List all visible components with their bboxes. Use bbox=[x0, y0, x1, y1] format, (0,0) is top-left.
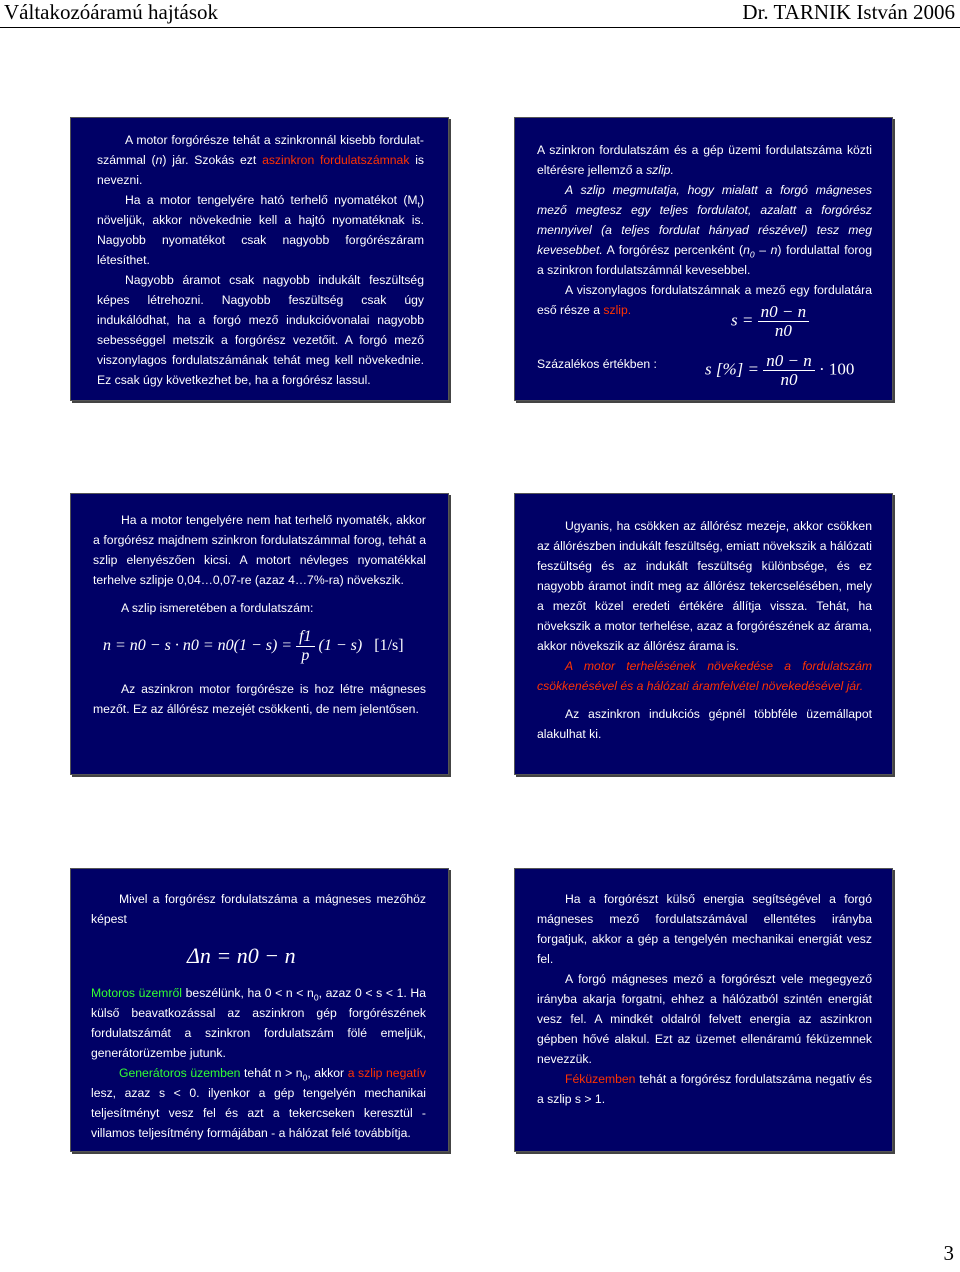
slide-1-paragraph-1: A motor forgórésze tehát a szinkronnál kisebb fordulat-számmal (n) jár. Szokás ezt aszinkron fordulatszámnak is nevezni. bbox=[97, 133, 425, 187]
slip-percent-formula: s [%] = $\frac{n0 - n}{n0}$ · 100 bbox=[705, 351, 855, 389]
slide-2 bbox=[514, 117, 893, 401]
document-title: Váltakozóáramú hajtások bbox=[4, 0, 218, 24]
slide-3 bbox=[70, 493, 449, 775]
slide-4 bbox=[514, 493, 893, 775]
slide-3-paragraph-2: A szlip ismeretében a fordulatszám: bbox=[121, 601, 314, 615]
slip-formula: s = $\frac{n0 - n}{n0}$ bbox=[731, 303, 809, 340]
slide-2-paragraph-1: A szinkron fordulatszám és a gép üzemi fordulatszáma közti eltérésre jellemző a szlip. bbox=[537, 143, 872, 177]
slide-6 bbox=[514, 868, 893, 1152]
slide-6-paragraph-2: A forgó mágneses mező a forgórészt vele megegyező irányba akarja forgatni, ehhez a hálózatból szintén energiát vesz fel. A mindkét oldalról felvett energia az aszinkron gépben hővé alakul. Ezt az üzemet ellenáramú féküzemnek nevezzük. bbox=[537, 972, 872, 1066]
slide-5 bbox=[70, 868, 449, 1152]
header-rule bbox=[0, 27, 960, 28]
author-year: Dr. TARNIK István 2006 bbox=[742, 0, 955, 24]
slide-4-paragraph-1: Ugyanis, ha csökken az állórész mezeje, akkor csökken az állórészben indukált feszültség, emiatt növekszik a hálózati feszültség és az indukált feszültség különbsége, és ez nagyobb áramot indít meg az állórész tekercselésében, mely a mezőt közel eredeti értékére állítja vissza. Tehát, ha növekszik a motor terhelése, azaz a forgórészének az árama, akkor növekszik az állórész árama is. bbox=[537, 519, 872, 653]
slide-2-paragraph-3: A viszonylagos fordulatszámnak a mező egy fordulatára eső része a szlip. bbox=[537, 283, 872, 317]
slide-4-paragraph-2: A motor terhelésének növekedése a fordulatszám csökkenésével és a hálózati áramfelvétel növekedésével jár. bbox=[537, 659, 872, 693]
percent-label: Százalékos értékben : bbox=[537, 357, 657, 371]
slide-1 bbox=[70, 117, 449, 401]
slide-6-paragraph-1: Ha a forgórészt külső energia segítségével a forgó mágneses mező fordulatszámával ellentétes irányba forgatjuk, akkor a gép a tengelyén mechanikai energiát vesz fel. bbox=[537, 892, 872, 966]
slide-4-paragraph-3: Az aszinkron indukciós gépnél többféle üzemállapot alakulhat ki. bbox=[537, 707, 872, 741]
delta-n-formula: Δn = n0 − n bbox=[187, 943, 296, 968]
slide-3-paragraph-1: Ha a motor tengelyére nem hat terhelő nyomaték, akkor a forgórész majdnem szinkron fordulatszámmal forog, tehát a szlip elenyészően kicsi. A motort névleges nyomatékkal terhelve szlipje 0,04…0,07-re (azaz 4…7%-ra) növekszik. bbox=[93, 513, 426, 587]
speed-formula: n = n0 − s · n0 = n0(1 − s) = $\frac{f1}{p}$ (1 − s) [1/s] bbox=[103, 628, 404, 664]
page-number: 3 bbox=[943, 1241, 954, 1265]
slide-2-paragraph-2: A szlip megmutatja, hogy mialatt a forgó mágneses mező megtesz egy teljes fordulatot, azalatt a forgórész mennyivel (a teljes fordulat hányad részével) tesz meg kevesebbet. A forgórész percenként $(n_0 - n)$ fordulattal forog a szinkron fordulatszámnál kevesebbel. bbox=[537, 183, 872, 277]
slide-1-paragraph-3: Nagyobb áramot csak nagyobb indukált feszültség képes létrehozni. Nagyobb feszültség csak úgy indukálódhat, ha a forgó mező indukcióvonalai nagyobb sebességgel metszik a forgórész vezetőit. A forgó mező viszonylagos fordulatszámának tehát meg kell növekednie. Ez csak úgy következhet be, ha a forgórész lassul. bbox=[97, 273, 424, 387]
slide-5-paragraph-3: Generátoros üzemben tehát $n > n_0$, akkor a szlip negatív lesz, azaz s < 0. ilyenkor a gép tengelyén mechanikai teljesítményt vesz fel és azt a tekercseken keresztül - villamos teljesítmény formájában - a hálózat felé továbbítja. bbox=[91, 1066, 426, 1140]
slide-5-paragraph-1: Mivel a forgórész fordulatszáma a mágneses mezőhöz képest bbox=[91, 892, 426, 926]
slide-1-paragraph-2: Ha a motor tengelyére ható terhelő nyomatékot $(M_t)$ növeljük, akkor növekednie kell a hajtó nyomatéknak is. Nagyobb nyomatékot csak nagyobb forgórészáram létesíthet. bbox=[97, 193, 424, 267]
slide-6-paragraph-3: Féküzemben tehát a forgórész fordulatszáma negatív és a szlip s > 1. bbox=[537, 1072, 872, 1106]
slide-3-paragraph-3: Az aszinkron motor forgórésze is hoz létre mágneses mezőt. Ez az állórész mezejét csökkenti, de nem jelentősen. bbox=[93, 682, 426, 716]
slide-5-paragraph-2: Motoros üzemről beszélünk, ha $0 < n < n_0$, azaz 0 < s < 1. Ha külső beavatkozással az aszinkron gép forgórészének fordulatszámát a szinkron fordulatszám fölé emeljük, generátorüzembe jutunk. bbox=[91, 986, 427, 1060]
